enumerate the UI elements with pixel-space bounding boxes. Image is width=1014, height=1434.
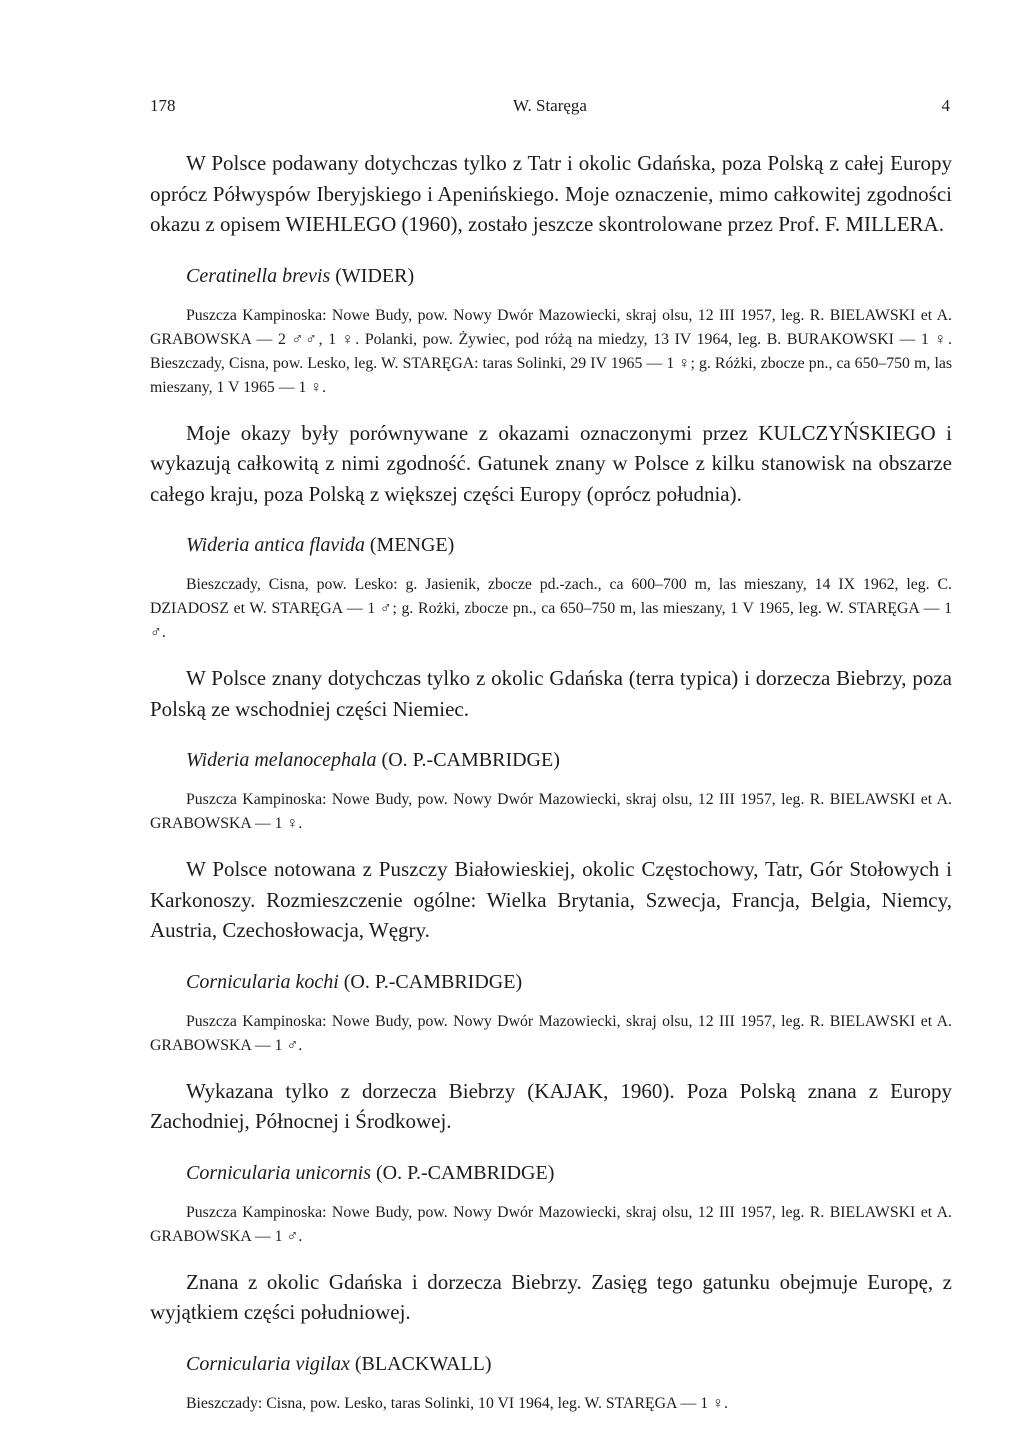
- paragraph: W Polsce znany dotychczas tylko z okolic Gdańska (terra typica) i dorzecza Biebrzy, poza Polską ze wschodniej części Niemiec.: [150, 666, 952, 721]
- text-body: [150, 148, 952, 1434]
- paragraph: W Polsce podawany dotychczas tylko z Tatr i okolic Gdańska, poza Polską z całej Europy oprócz Półwyspów Iberyjskiego i Apenińskiego. Moje oznaczenie, mimo całkowitej zgodności okazu z opisem WIEHLEGO (1960), zostało jeszcze skontrolowane przez Prof. F. MILLERA.: [150, 151, 952, 236]
- species-heading: [150, 968, 952, 996]
- paragraph: W Polsce notowana z Puszczy Białowieskiej, okolic Częstochowy, Tatr, Gór Stołowych i Karkonoszy. Rozmieszczenie ogólne: Wielka Brytania, Szwecja, Francja, Belgia, Niemcy, Austria, Czechosłowacja, Węgry.: [150, 857, 952, 942]
- paragraph: Znana z okolic Gdańska i dorzecza Biebrzy. Zasięg tego gatunku obejmuje Europę, z wyjątkiem części południowej.: [150, 1269, 952, 1324]
- species-heading: [150, 1159, 952, 1187]
- species-name: Ceratinella brevis: [186, 264, 331, 287]
- species-heading: [150, 531, 952, 559]
- specimen-record: Bieszczady: Cisna, pow. Lesko, taras Solinki, 10 VI 1964, leg. W. STARĘGA — 1 ♀.: [186, 1394, 728, 1412]
- species-name: Wideria melanocephala: [186, 749, 377, 771]
- species-author: (O. P.-CAMBRIDGE): [376, 1161, 555, 1184]
- specimen-record: Bieszczady, Cisna, pow. Lesko: g. Jasienik, zbocze pd.-zach., ca 600–700 m, las mieszany, 14 IX 1962, leg. C. DZIADOSZ et W. STARĘGA — 1 ♂; g. Rożki, zbocze pn., ca 650–750 m, las mieszany, 1 V 1965, leg. W. STARĘGA — 1 ♂.: [150, 576, 952, 641]
- page-number: 178: [150, 96, 176, 115]
- species-name: Wideria antica flavida: [186, 534, 365, 556]
- species-name: Cornicularia kochi: [186, 970, 339, 993]
- species-heading: [150, 746, 952, 774]
- species-author: (MENGE): [369, 534, 455, 556]
- running-header: [150, 96, 950, 126]
- section-number: 4: [941, 96, 950, 115]
- paragraph: Wykazana tylko z dorzecza Biebrzy (KAJAK, 1960). Poza Polską znana z Europy Zachodniej, Północnej i Środkowej.: [150, 1078, 952, 1133]
- species-name: Cornicularia vigilax: [186, 1352, 350, 1375]
- species-author: (BLACKWALL): [354, 1352, 492, 1375]
- species-author: (O. P.-CAMBRIDGE): [343, 970, 523, 993]
- specimen-record: Puszcza Kampinoska: Nowe Budy, pow. Nowy Dwór Mazowiecki, skraj olsu, 12 III 1957, leg. R. BIELAWSKI et A. GRABOWSKA — 1 ♂.: [150, 1203, 952, 1245]
- specimen-record: Puszcza Kampinoska: Nowe Budy, pow. Nowy Dwór Mazowiecki, skraj olsu, 12 III 1957, leg. R. BIELAWSKI et A. GRABOWSKA — 1 ♂.: [150, 1012, 952, 1054]
- species-author: (WIDER): [335, 264, 415, 287]
- running-title: W. Staręga: [513, 96, 587, 115]
- specimen-record: Puszcza Kampinoska: Nowe Budy, pow. Nowy Dwór Mazowiecki, skraj olsu, 12 III 1957, leg. R. BIELAWSKI et A. GRABOWSKA — 1 ♀.: [150, 791, 952, 832]
- paragraph: Moje okazy były porównywane z okazami oznaczonymi przez KULCZYŃSKIEGO i wykazują całkowitą z nimi zgodność. Gatunek znany w Polsce z kilku stanowisk na obszarze całego kraju, poza Polską z większej części Europy (oprócz południa).: [150, 420, 952, 506]
- species-heading: [150, 1350, 952, 1378]
- species-name: Cornicularia unicornis: [186, 1161, 372, 1184]
- species-heading: [150, 262, 952, 290]
- specimen-record: Puszcza Kampinoska: Nowe Budy, pow. Nowy Dwór Mazowiecki, skraj olsu, 12 III 1957, leg. R. BIELAWSKI et A. GRABOWSKA — 2 ♂♂, 1 ♀. Polanki, pow. Żywiec, pod różą na miedzy, 13 IV 1964, leg. B. BURAKOWSKI — 1 ♀. Bieszczady, Cisna, pow. Lesko, leg. W. STARĘGA: taras Solinki, 29 IV 1965 — 1 ♀; g. Różki, zbocze pn., ca 650–750 m, las mieszany, 1 V 1965 — 1 ♀.: [150, 306, 952, 396]
- species-author: (O. P.-CAMBRIDGE): [381, 749, 560, 771]
